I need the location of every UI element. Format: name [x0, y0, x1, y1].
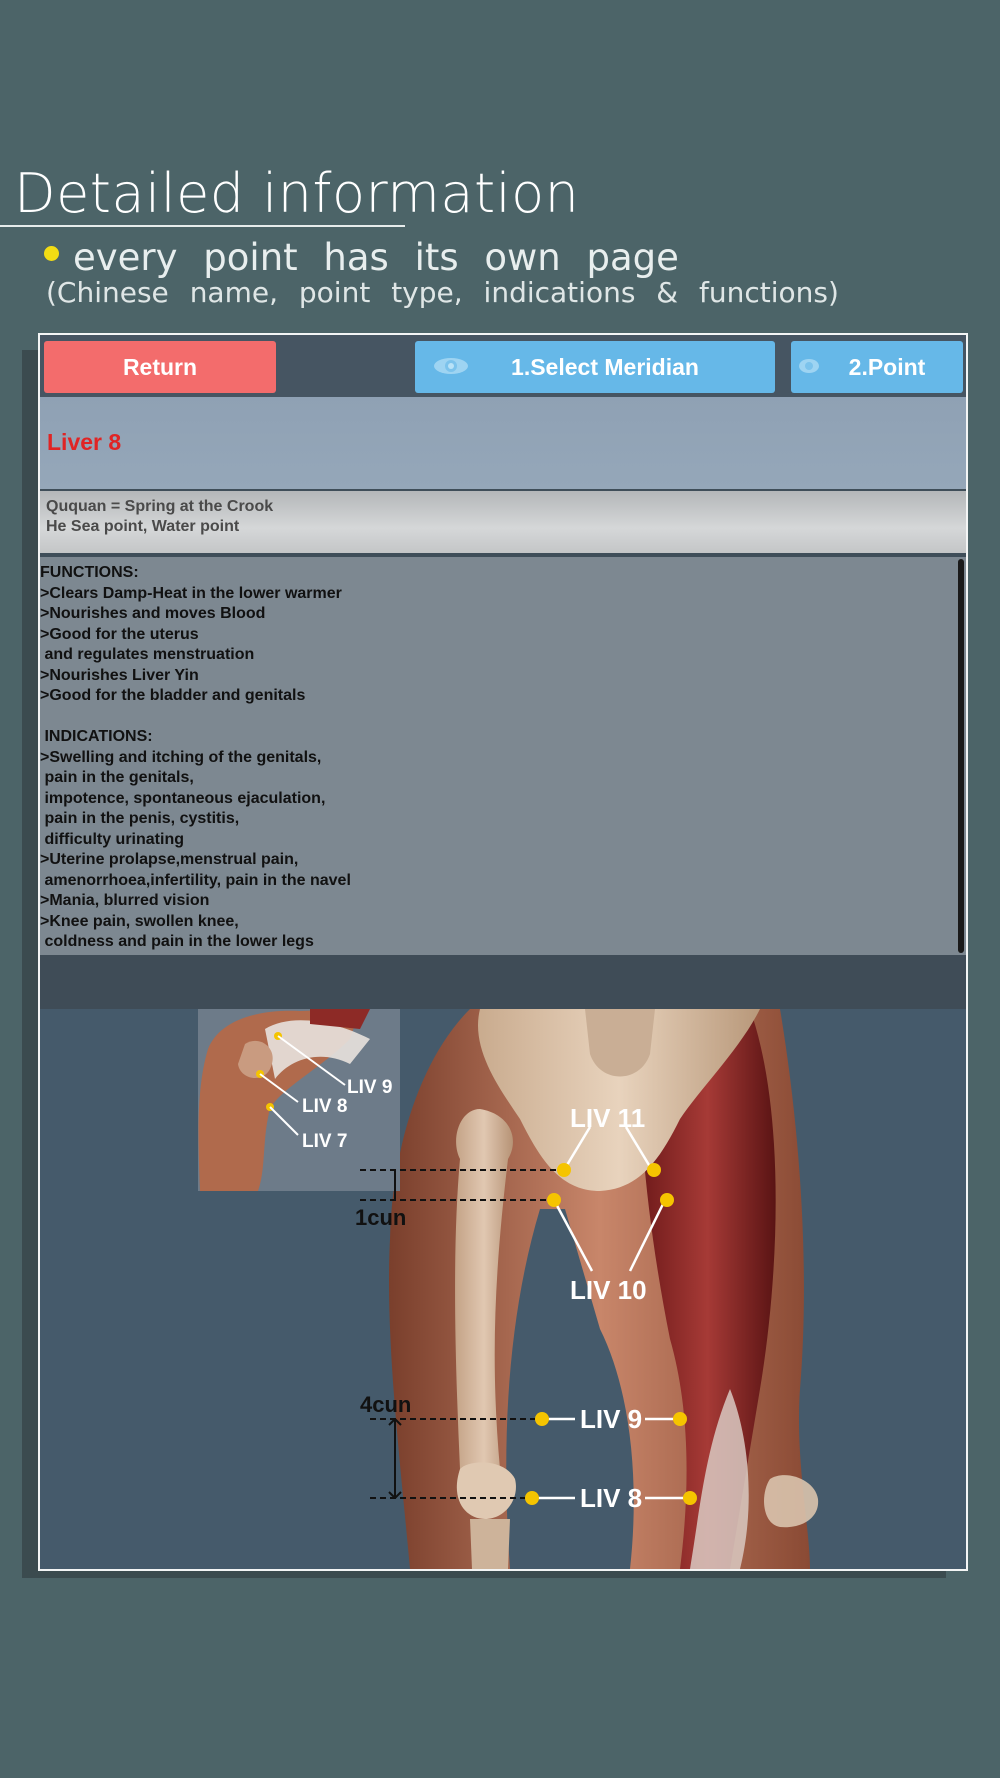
promo-bullet-text: every point has its own page	[73, 236, 679, 279]
promo-subtitle: (Chinese name, point type, indications & functions)	[46, 276, 839, 309]
bullet-dot-icon	[44, 246, 59, 261]
eye-icon	[433, 355, 469, 383]
right-knee	[764, 1475, 818, 1527]
acupoint-liv9-right	[673, 1412, 687, 1426]
label-liv8: LIV 8	[580, 1483, 643, 1513]
point-title: Liver 8	[47, 429, 122, 455]
scrollbar[interactable]	[958, 559, 964, 953]
point-type: He Sea point, Water point	[46, 518, 240, 535]
promo-underline	[0, 225, 405, 227]
point-title-bar	[40, 397, 966, 489]
anatomy-svg	[40, 1009, 966, 1569]
top-toolbar	[40, 335, 966, 397]
acupoint-liv8-right	[683, 1491, 697, 1505]
chinese-name: Ququan = Spring at the Crook	[46, 498, 274, 515]
acupoint-liv10-left	[547, 1193, 561, 1207]
acupoint-liv8-left	[525, 1491, 539, 1505]
select-meridian-label: 1.Select Meridian	[511, 353, 699, 380]
label-liv11: LIV 11	[570, 1103, 646, 1133]
inset-label-liv7: LIV 7	[302, 1131, 348, 1152]
point-button[interactable]	[791, 341, 963, 393]
inset-label-liv8: LIV 8	[302, 1096, 348, 1117]
point-button-label: 2.Point	[848, 353, 926, 380]
select-meridian-button[interactable]	[415, 341, 775, 393]
acupoint-liv9-left	[535, 1412, 549, 1426]
acupoint-liv11-right	[647, 1163, 661, 1177]
label-1cun: 1cun	[355, 1205, 407, 1230]
point-info-bar	[40, 491, 966, 553]
promo-bullet	[44, 236, 679, 279]
left-knee	[457, 1462, 516, 1519]
label-4cun: 4cun	[360, 1392, 412, 1417]
inset-label-liv9: LIV 9	[347, 1077, 393, 1098]
functions-indications-text: FUNCTIONS: >Clears Damp-Heat in the lower warmer >Nourishes and moves Blood >Good for the uterus and regulates menstruation >Nourishes Liver Yin >Good for the bladder and genitals INDICATIONS: >Swelling and itching of the genitals, pain in the genitals, impotence, spontaneous ejaculation, pain in the penis, cystitis, difficulty urinating >Uterine prolapse,menstrual pain, amenorrhoea,infertility, pain in the navel >Mania, blurred vision >Knee pain, swollen knee, coldness and pain in the lower legs	[40, 564, 351, 950]
acupoint-liv11-left	[557, 1163, 571, 1177]
return-button-label: Return	[122, 353, 198, 380]
label-liv10: LIV 10	[570, 1275, 647, 1305]
label-liv9: LIV 9	[580, 1404, 643, 1434]
eye-icon	[797, 355, 821, 383]
return-button[interactable]	[44, 341, 276, 393]
acupoint-liv10-right	[660, 1193, 674, 1207]
divider-band	[40, 955, 966, 1009]
promo-title: Detailed information	[14, 162, 580, 225]
knee-inset	[198, 1009, 400, 1191]
anatomy-illustration	[40, 1009, 966, 1569]
app-screen	[38, 333, 968, 1571]
details-scroll-panel[interactable]	[40, 557, 966, 955]
left-tibia	[470, 1519, 510, 1569]
